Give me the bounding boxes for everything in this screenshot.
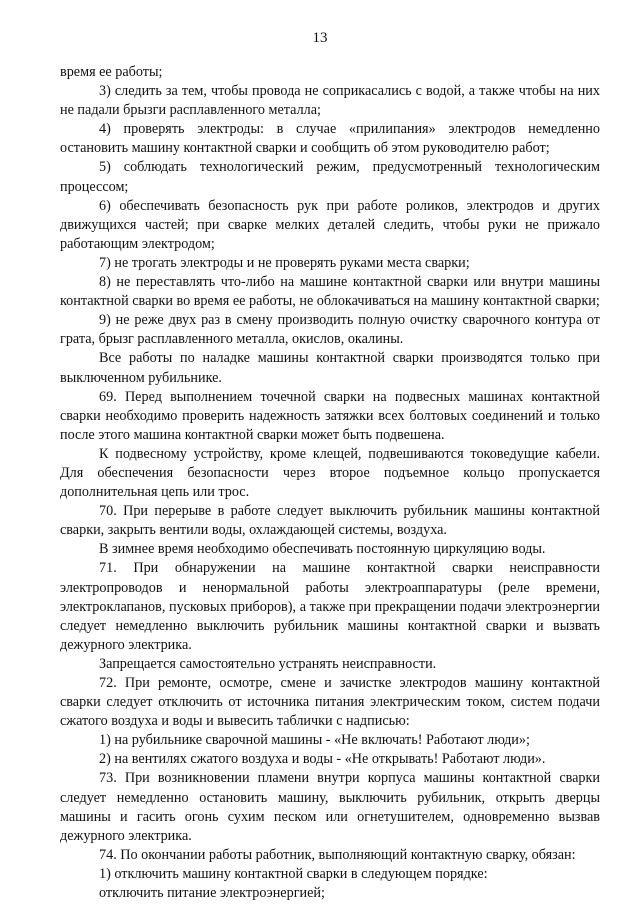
page-number: 13: [312, 30, 328, 46]
paragraph: Запрещается самостоятельно устранять неисправности.: [99, 655, 437, 672]
paragraph: 4) проверять электроды: в случае «прилипания» электродов немедленно остановить машину контактной сварки и сообщить об этом руководителю работ;: [60, 121, 600, 157]
paragraph: 70. При перерыве в работе следует выключить рубильник машины контактной сварки, закрыть вентили воды, охлаждающей системы, воздуха.: [60, 503, 600, 539]
document-body: [60, 63, 600, 903]
paragraph: время ее работы;: [60, 64, 163, 80]
paragraph: 69. Перед выполнением точечной сварки на подвесных машинах контактной сварки необходимо проверить надежность затяжки всех болтовых соединений и только после этого машина контактной сварки может быть подвешена.: [60, 388, 600, 443]
paragraph: 9) не реже двух раз в смену производить полную очистку сварочного контура от грата, брызг расплавленного металла, окислов, окалины.: [60, 312, 600, 348]
paragraph: 7) не трогать электроды и не проверять руками места сварки;: [99, 254, 470, 271]
paragraph: 6) обеспечивать безопасность рук при работе роликов, электродов и других движущихся частей; при сварке мелких деталей следить, чтобы руки не прижало работающим электродом;: [60, 197, 600, 252]
paragraph: 73. При возникновении пламени внутри корпуса машины контактной сварки следует немедленно остановить машину, выключить рубильник, открыть дверцы машины и гасить огонь сухим песком или огнетушителем, одновременно вызвав дежурного электрика.: [60, 770, 600, 844]
paragraph: отключить питание электроэнергией;: [99, 885, 325, 902]
paragraph: 71. При обнаружении на машине контактной сварки неисправности электропроводов и ненормальной работы электроаппаратуры (реле времени, электроклапанов, пусковых приборов), а также при прекращении подачи электроэнергии следует немедленно выключить рубильник машины контактной сварки и вызвать дежурного электрика.: [60, 560, 600, 653]
paragraph: 5) соблюдать технологический режим, предусмотренный технологическим процессом;: [60, 159, 600, 195]
paragraph: 72. При ремонте, осмотре, смене и зачистке электродов машину контактной сварки следует отключить от источника питания электрическим током, систем подачи сжатого воздуха и воды и вывесить таблички с надписью:: [60, 675, 600, 730]
paragraph: 8) не переставлять что-либо на машине контактной сварки или внутри машины контактной сварки во время ее работы, не облокачиваться на машину контактной сварки;: [60, 274, 600, 310]
paragraph: 3) следить за тем, чтобы провода не соприкасались с водой, а также чтобы на них не падали брызги расплавленного металла;: [60, 83, 600, 119]
paragraph: 1) на рубильнике сварочной машины - «Не включать! Работают люди»;: [99, 732, 530, 749]
paragraph: 74. По окончании работы работник, выполняющий контактную сварку, обязан:: [99, 846, 576, 863]
paragraph: В зимнее время необходимо обеспечивать постоянную циркуляцию воды.: [99, 541, 546, 558]
paragraph: Все работы по наладке машины контактной сварки производятся только при выключенном рубильнике.: [60, 350, 600, 386]
paragraph: 1) отключить машину контактной сварки в следующем порядке:: [99, 865, 488, 882]
paragraph: К подвесному устройству, кроме клещей, подвешиваются токоведущие кабели. Для обеспечения безопасности через второе подъемное кольцо пропускается дополнительная цепь или трос.: [60, 445, 600, 501]
paragraph: 2) на вентилях сжатого воздуха и воды - «Не открывать! Работают люди».: [99, 751, 546, 768]
